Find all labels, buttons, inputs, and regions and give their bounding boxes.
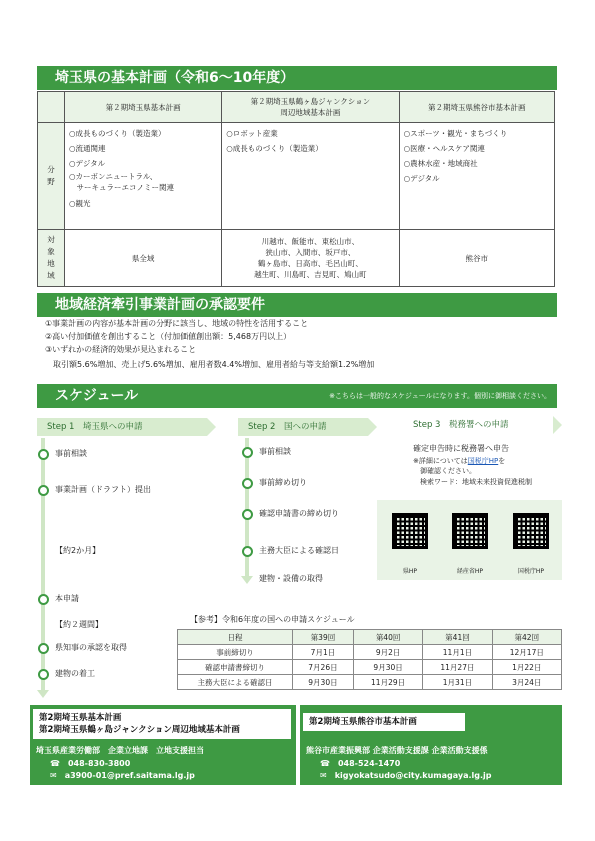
qr-label: 経産省HP (456, 568, 484, 575)
qr-code-icon[interactable] (452, 513, 488, 549)
table-row (178, 645, 562, 660)
section-title-basic-plan: 埼玉県の基本計画（令和6～10年度） (37, 66, 557, 90)
area-cell: 川越市、飯能市、東松山市、 狭山市、入間市、坂戸市、 鶴ヶ島市、日高市、毛呂山町、 越生町、川島町、吉見町、鳩山町 (222, 230, 399, 287)
reference-schedule-table (177, 629, 562, 690)
step1-header: Step 1 埼玉県への申請 (37, 418, 207, 436)
step3-note-text: ※詳細については (413, 457, 468, 465)
list-item: ○デジタル (69, 159, 106, 168)
contact-tel (50, 758, 130, 770)
table-cell: 11月27日 (423, 660, 492, 675)
table-header: 第40回 (353, 630, 422, 645)
list-item: ○カーボンニュートラル、 サーキュラーエコノミー関連 (69, 172, 174, 192)
list-item: ○デジタル (403, 174, 440, 183)
table-cell: 9月30日 (293, 675, 354, 690)
table-cell: 11月1日 (423, 645, 492, 660)
step3-keyword: 検索ワード：地域未来投資促進税制 (413, 478, 532, 486)
qr-label: 県HP (402, 568, 418, 575)
table-header: 第２期埼玉県熊谷市基本計画 (399, 92, 554, 123)
step2-item: 建物・設備の取得 (259, 574, 323, 583)
row-label-char: 域 (47, 271, 55, 280)
mail-icon: ✉ (50, 771, 57, 780)
step2-item: 事前相談 (259, 447, 291, 456)
mail-icon: ✉ (320, 771, 327, 780)
qr-code-icon[interactable] (392, 513, 428, 549)
row-label-char: 象 (47, 247, 55, 256)
contact-title-line: 第2期埼玉県基本計画 (39, 713, 122, 723)
table-cell: 確認申請書締切り (178, 660, 293, 675)
table-header: 日程 (178, 630, 293, 645)
timeline-dot (38, 669, 49, 680)
contact-mail (50, 770, 195, 782)
timeline-dot (242, 509, 253, 520)
table-header-row (178, 630, 562, 645)
step1-arrow (37, 690, 49, 698)
step1-item: 本申請 (55, 594, 79, 603)
qr-label: 国税庁HP (517, 568, 545, 575)
row-label-char: 分 (47, 165, 55, 174)
area-cell: 熊谷市 (399, 230, 554, 287)
corner-cell (38, 92, 65, 123)
mail-address[interactable]: kigyokatsudo@city.kumagaya.lg.jp (334, 771, 492, 780)
header-line: 周辺地域基本計画 (280, 108, 341, 117)
row-label-area (38, 230, 65, 287)
timeline-dot (38, 643, 49, 654)
qr-code-icon[interactable] (513, 513, 549, 549)
table-header: 第42回 (492, 630, 561, 645)
reference-title: 【参考】令和6年度の国への申請スケジュール (190, 615, 355, 624)
table-cell: 9月30日 (353, 660, 422, 675)
step3-text: 確定申告時に税務署へ申告 (413, 444, 509, 453)
contact-title-line: 第2期埼玉県鶴ヶ島ジャンクション周辺地域基本計画 (39, 725, 240, 735)
table-row (178, 660, 562, 675)
step1-item: 事業計画（ドラフト）提出 (55, 485, 151, 494)
fields-cell (65, 123, 222, 230)
table-cell: 7月26日 (293, 660, 354, 675)
table-cell: 1月31日 (423, 675, 492, 690)
contact-dept: 埼玉県産業労働部 企業立地課 立地支援担当 (36, 746, 204, 755)
timeline-dot (38, 449, 49, 460)
row-label-char: 対 (47, 235, 55, 244)
area-cell: 県全域 (65, 230, 222, 287)
table-cell: 1月22日 (492, 660, 561, 675)
nta-link[interactable]: 国税庁HP (467, 457, 499, 465)
section-title-schedule: スケジュール ※こちらは一般的なスケジュールになります。個別に御相談ください。 (37, 384, 557, 408)
mail-address[interactable]: a3900-01@pref.saitama.lg.jp (64, 771, 195, 780)
requirement-line: ③いずれかの経済的効果が見込まれること (45, 345, 197, 354)
duration-label: 【約２週間】 (55, 620, 103, 629)
timeline-dot (242, 546, 253, 557)
list-item: ○観光 (69, 199, 91, 208)
table-header: 第39回 (293, 630, 354, 645)
basic-plan-table (37, 91, 555, 287)
table-row-fields (38, 123, 555, 230)
list-item: ○農林水産・地域商社 (403, 159, 478, 168)
schedule-note: ※こちらは一般的なスケジュールになります。個別に御相談ください。 (329, 392, 551, 400)
requirement-line: 取引額5.6%増加、売上げ5.6%増加、雇用者数4.4%増加、雇用者給与等支給額1.2%増加 (45, 360, 375, 369)
list-item: ○成長ものづくり（製造業） (226, 144, 323, 153)
table-cell: 11月29日 (353, 675, 422, 690)
table-header: 第41回 (423, 630, 492, 645)
table-cell: 主務大臣による確認日 (178, 675, 293, 690)
contact-box-kumagaya (300, 705, 562, 785)
table-row (178, 675, 562, 690)
timeline-dot (242, 447, 253, 458)
list-item: ○スポーツ・観光・まちづくり (403, 129, 508, 138)
step1-item: 建物の着工 (55, 669, 95, 678)
table-cell: 7月1日 (293, 645, 354, 660)
step1-item: 事前相談 (55, 449, 87, 458)
row-label-char: 地 (47, 259, 55, 268)
row-label-char: 野 (47, 177, 55, 186)
tel-number: 048-830-3800 (67, 759, 131, 768)
fields-cell (222, 123, 399, 230)
fields-cell (399, 123, 554, 230)
step3-header: Step 3 税務署への申請 (403, 416, 553, 434)
step2-item: 主務大臣による確認日 (259, 546, 339, 555)
phone-icon: ☎ (320, 759, 330, 768)
row-label-fields (38, 123, 65, 230)
section-title-requirements: 地域経済牽引事業計画の承認要件 (37, 293, 557, 317)
table-header: 第２期埼玉県基本計画 (65, 92, 222, 123)
table-header-row (38, 92, 555, 123)
step3-note-text: を (498, 457, 506, 465)
table-header (222, 92, 399, 123)
contact-mail (320, 770, 492, 782)
list-item: ○医療・ヘルスケア関連 (403, 144, 485, 153)
step2-item: 事前締め切り (259, 478, 307, 487)
contact-title (33, 709, 291, 739)
step2-item: 確認申請書の締め切り (259, 509, 339, 518)
timeline-dot (38, 485, 49, 496)
contact-tel (320, 758, 400, 770)
contact-box-saitama (30, 705, 296, 785)
phone-icon: ☎ (50, 759, 60, 768)
step3-note (413, 456, 505, 466)
contact-dept: 熊谷市産業振興部 企業活動支援課 企業活動支援係 (306, 746, 488, 755)
duration-label: 【約2か月】 (55, 546, 101, 555)
requirement-line: ②高い付加価値を創出すること（付加価値創出額：5,468万円以上） (45, 332, 292, 341)
step2-timeline (245, 438, 249, 578)
step3-note: 御確認ください。 (413, 467, 476, 475)
table-cell: 12月17日 (492, 645, 561, 660)
requirement-line: ①事業計画の内容が基本計画の分野に該当し、地域の特性を活用すること (45, 319, 309, 328)
step2-header: Step 2 国への申請 (238, 418, 368, 436)
step2-arrow (241, 576, 253, 584)
table-cell: 事前締切り (178, 645, 293, 660)
header-line: 第２期埼玉県鶴ヶ島ジャンクション (250, 97, 371, 106)
table-cell: 9月2日 (353, 645, 422, 660)
tel-number: 048-524-1470 (337, 759, 401, 768)
contact-title: 第2期埼玉県熊谷市基本計画 (303, 713, 465, 731)
list-item: ○ロボット産業 (226, 129, 278, 138)
timeline-dot (38, 594, 49, 605)
table-row-area (38, 230, 555, 287)
table-cell: 3月24日 (492, 675, 561, 690)
step1-item: 県知事の承認を取得 (55, 643, 127, 652)
list-item: ○流通関連 (69, 144, 106, 153)
timeline-dot (242, 478, 253, 489)
list-item: ○成長ものづくり（製造業） (69, 129, 166, 138)
